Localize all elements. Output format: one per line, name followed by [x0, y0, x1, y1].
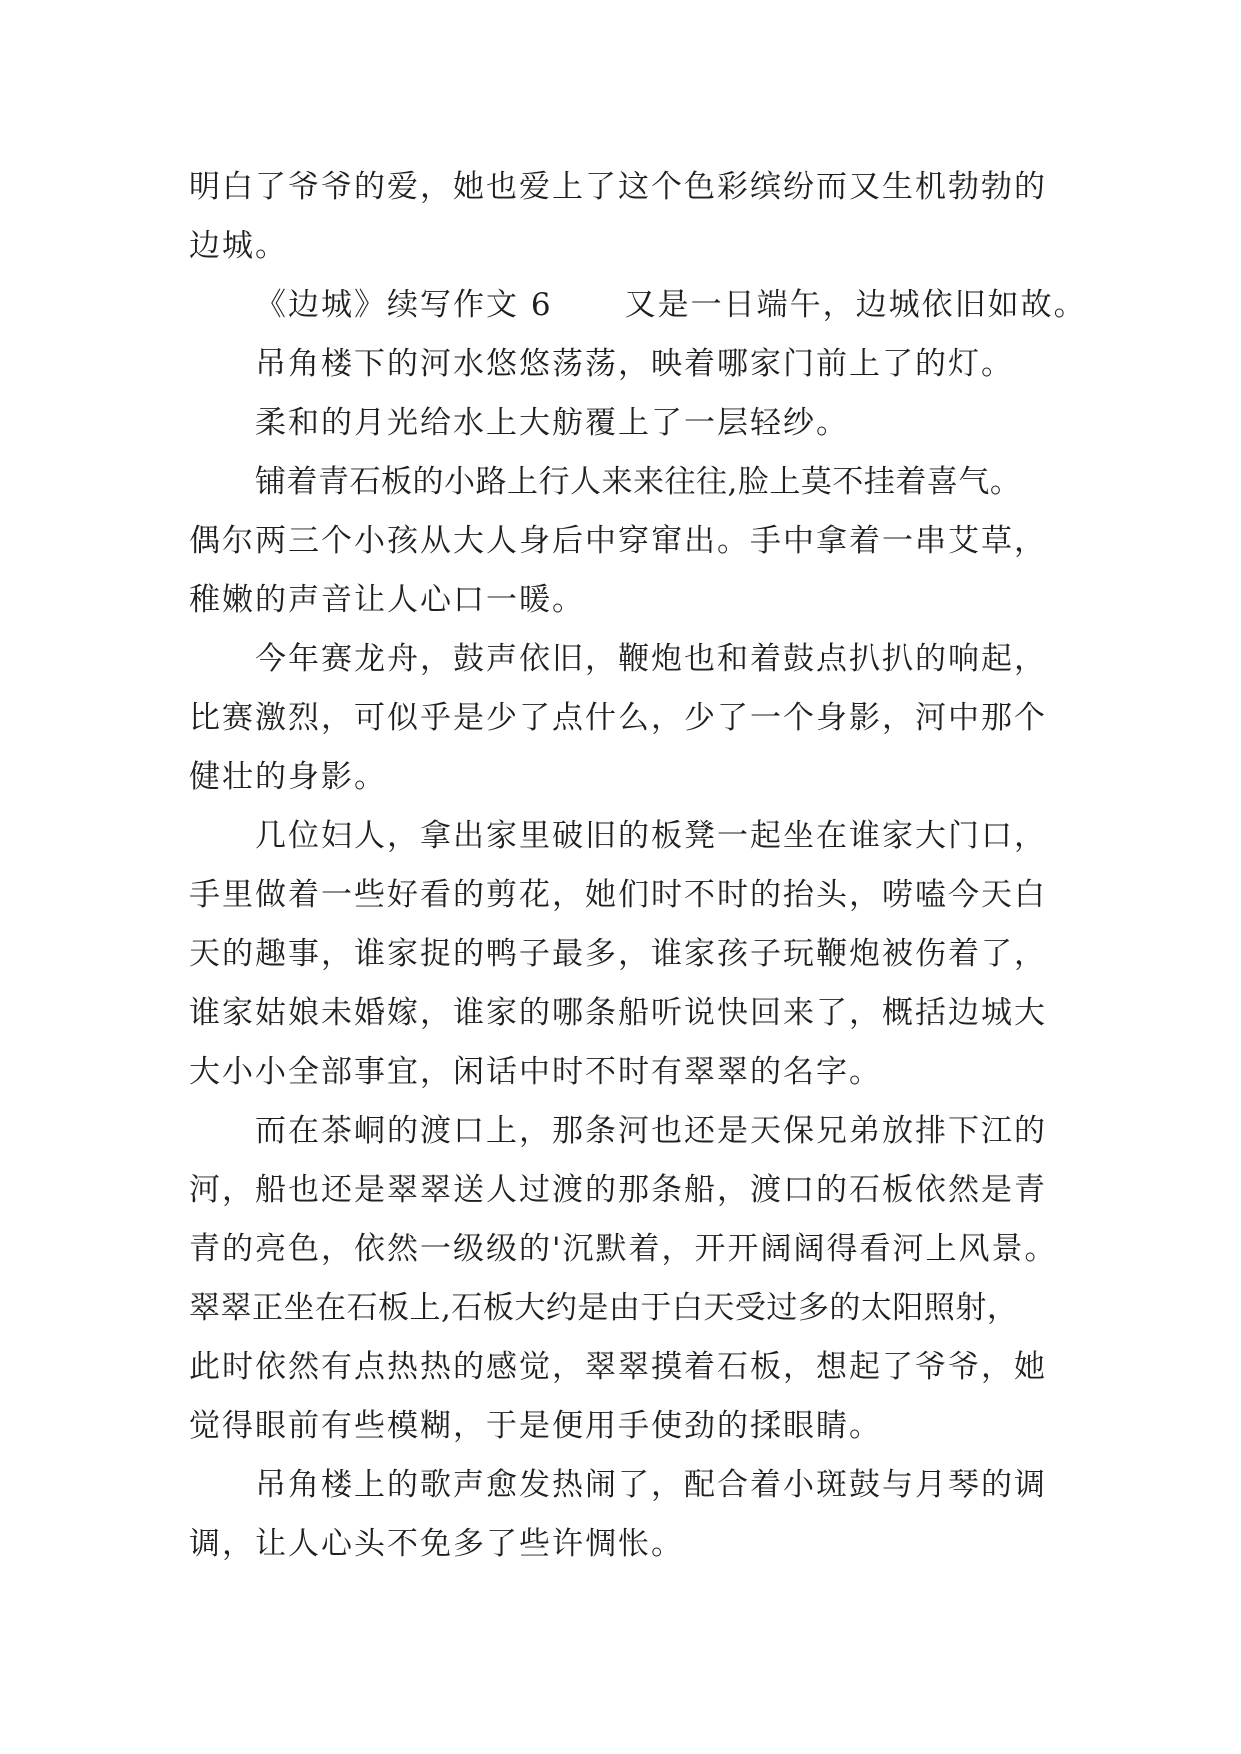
- text-line: 吊角楼下的河水悠悠荡荡，映着哪家门前上了的灯。: [255, 346, 1014, 382]
- text-line: 柔和的月光给水上大舫覆上了一层轻纱。: [255, 405, 849, 441]
- text-line: 又是一日端午，边城依旧如故。: [624, 287, 1087, 323]
- section-heading-line: [189, 276, 1087, 335]
- text-line: 几位妇人，拿出家里破旧的板凳一起坐在谁家大门口，: [255, 818, 1047, 854]
- text-line: 铺着青石板的小路上行人来来往往,脸上莫不挂着喜气。: [255, 464, 1022, 500]
- text-line: 比赛激烈，可似乎是少了点什么，少了一个身影，河中那个: [189, 700, 1047, 736]
- text-line: 而在茶峒的渡口上，那条河也还是天保兄弟放排下江的: [255, 1113, 1047, 1149]
- text-line: 偶尔两三个小孩从大人身后中穿窜出。手中拿着一串艾草，: [189, 523, 1047, 559]
- text-line: 翠翠正坐在石板上,石板大约是由于白天受过多的太阳照射，: [189, 1290, 1019, 1326]
- text-line: 手里做着一些好看的剪花，她们时不时的抬头，唠嗑今天白: [189, 877, 1047, 913]
- text-line: 今年赛龙舟，鼓声依旧，鞭炮也和着鼓点扒扒的响起，: [255, 641, 1047, 677]
- section-heading: 《边城》续写作文 6: [255, 287, 553, 323]
- text-line: 稚嫩的声音让人心口一暖。: [189, 582, 585, 618]
- text-line: 边城。: [189, 228, 288, 264]
- text-line: 调，让人心头不免多了些许惆怅。: [189, 1526, 684, 1562]
- text-line: 青的亮色，依然一级级的'沉默着，开开阔阔得看河上风景。: [189, 1231, 1058, 1267]
- text-line: 大小小全部事宜，闲话中时不时有翠翠的名字。: [189, 1054, 882, 1090]
- text-line: 健壮的身影。: [189, 759, 387, 795]
- text-line: 谁家姑娘未婚嫁，谁家的哪条船听说快回来了，概括边城大: [189, 995, 1047, 1031]
- text-line: 此时依然有点热热的感觉，翠翠摸着石板，想起了爷爷，她: [189, 1349, 1047, 1385]
- text-line: 明白了爷爷的爱，她也爱上了这个色彩缤纷而又生机勃勃的: [189, 169, 1047, 205]
- text-line: 觉得眼前有些模糊，于是便用手使劲的揉眼睛。: [189, 1408, 882, 1444]
- text-line: 河，船也还是翠翠送人过渡的那条船，渡口的石板依然是青: [189, 1172, 1047, 1208]
- essay-text: [189, 158, 1087, 1574]
- text-line: 吊角楼上的歌声愈发热闹了，配合着小斑鼓与月琴的调: [255, 1467, 1047, 1503]
- text-line: 天的趣事，谁家捉的鸭子最多，谁家孩子玩鞭炮被伤着了，: [189, 936, 1047, 972]
